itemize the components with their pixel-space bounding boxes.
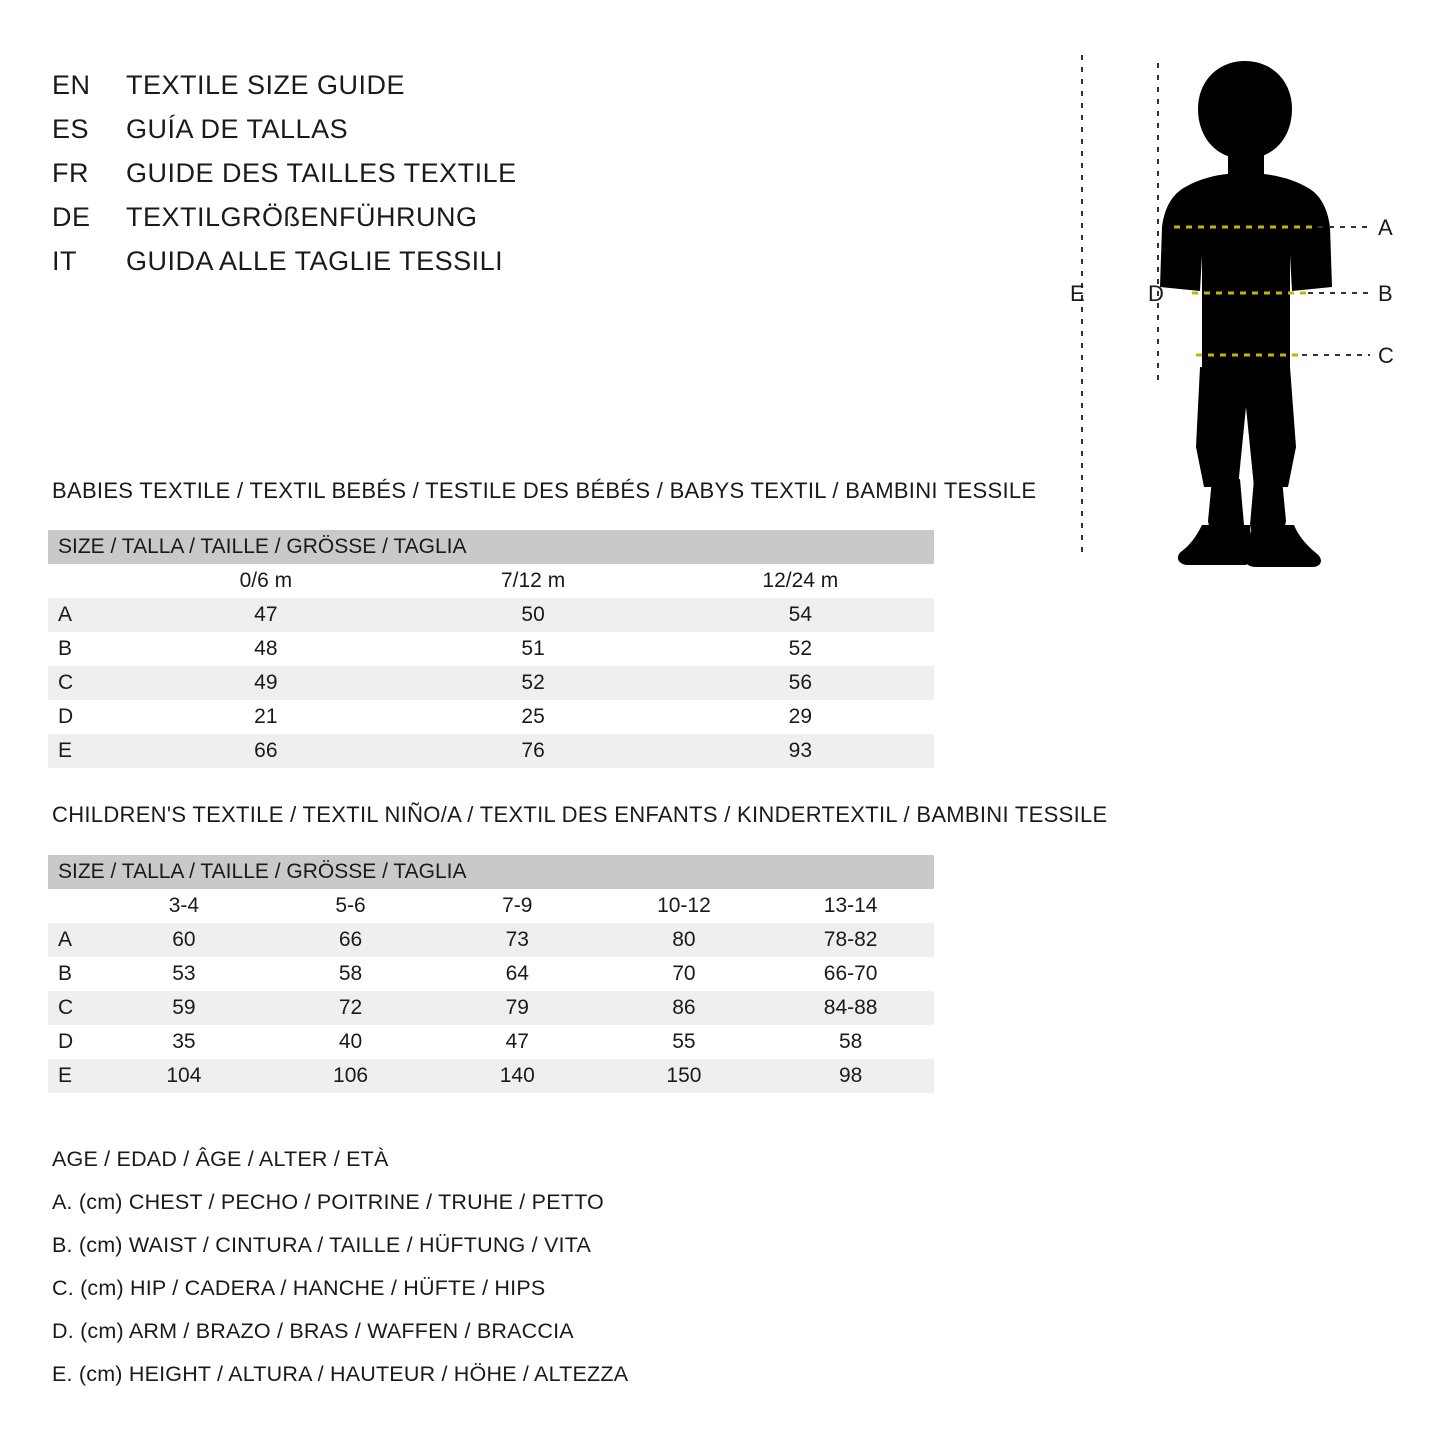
babies-row-label-b: B bbox=[48, 632, 132, 666]
babies-cell-a-1: 50 bbox=[399, 598, 666, 632]
children-col-header-1: 5-6 bbox=[267, 889, 434, 923]
title-text-fr: GUIDE DES TAILLES TEXTILE bbox=[126, 158, 517, 188]
figure-label-c: C bbox=[1378, 343, 1394, 368]
children-cell-a-4: 78-82 bbox=[767, 923, 934, 957]
children-corner-cell bbox=[48, 889, 101, 923]
children-band-row bbox=[48, 855, 934, 889]
children-cell-d-0: 35 bbox=[101, 1025, 268, 1059]
figure-label-a: A bbox=[1378, 215, 1393, 240]
children-band-label: SIZE / TALLA / TAILLE / GRÖSSE / TAGLIA bbox=[48, 855, 934, 889]
title-lang-de: DE bbox=[52, 202, 91, 232]
title-row-es bbox=[52, 114, 752, 158]
figure-label-d: D bbox=[1148, 281, 1164, 306]
title-row-en bbox=[52, 70, 752, 114]
children-cell-c-3: 86 bbox=[601, 991, 768, 1025]
children-col-header-2: 7-9 bbox=[434, 889, 601, 923]
legend-line-waist: B. (cm) WAIST / CINTURA / TAILLE / HÜFTUNG / VITA bbox=[52, 1233, 591, 1257]
children-cell-a-3: 80 bbox=[601, 923, 768, 957]
title-lang-en: EN bbox=[52, 70, 91, 100]
legend-line-chest: A. (cm) CHEST / PECHO / POITRINE / TRUHE / PETTO bbox=[52, 1190, 604, 1214]
table-row bbox=[48, 957, 934, 991]
legend-line-height: E. (cm) HEIGHT / ALTURA / HAUTEUR / HÖHE / ALTEZZA bbox=[52, 1362, 629, 1386]
title-lang-es: ES bbox=[52, 114, 90, 144]
children-cell-d-3: 55 bbox=[601, 1025, 768, 1059]
children-cell-a-2: 73 bbox=[434, 923, 601, 957]
title-row-fr bbox=[52, 158, 752, 202]
title-block bbox=[52, 70, 752, 290]
title-row-de bbox=[52, 202, 752, 246]
title-lang-it: IT bbox=[52, 246, 77, 276]
children-cell-b-1: 58 bbox=[267, 957, 434, 991]
child-silhouette bbox=[1160, 61, 1332, 567]
babies-band-label: SIZE / TALLA / TAILLE / GRÖSSE / TAGLIA bbox=[48, 530, 934, 564]
babies-column-header-row bbox=[48, 564, 934, 598]
children-col-header-4: 13-14 bbox=[767, 889, 934, 923]
children-cell-c-1: 72 bbox=[267, 991, 434, 1025]
figure-label-b: B bbox=[1378, 281, 1393, 306]
table-row bbox=[48, 598, 934, 632]
babies-row-label-c: C bbox=[48, 666, 132, 700]
babies-cell-a-0: 47 bbox=[132, 598, 399, 632]
children-cell-a-1: 66 bbox=[267, 923, 434, 957]
babies-row-label-e: E bbox=[48, 734, 132, 768]
babies-cell-d-2: 29 bbox=[667, 700, 934, 734]
title-text-es: GUÍA DE TALLAS bbox=[126, 114, 349, 144]
babies-band-row bbox=[48, 530, 934, 564]
babies-col-header-1: 7/12 m bbox=[399, 564, 666, 598]
children-size-table bbox=[48, 855, 934, 1093]
children-row-label-a: A bbox=[48, 923, 101, 957]
children-cell-e-4: 98 bbox=[767, 1059, 934, 1093]
babies-col-header-2: 12/24 m bbox=[667, 564, 934, 598]
children-cell-b-0: 53 bbox=[101, 957, 268, 991]
children-cell-a-0: 60 bbox=[101, 923, 268, 957]
children-col-header-3: 10-12 bbox=[601, 889, 768, 923]
children-cell-e-3: 150 bbox=[601, 1059, 768, 1093]
table-row bbox=[48, 923, 934, 957]
legend-line-age: AGE / EDAD / ÂGE / ALTER / ETÀ bbox=[52, 1147, 389, 1171]
babies-cell-d-0: 21 bbox=[132, 700, 399, 734]
children-section-heading: CHILDREN'S TEXTILE / TEXTIL NIÑO/A / TEXTIL DES ENFANTS / KINDERTEXTIL / BAMBINI TESSILE bbox=[52, 802, 1108, 827]
babies-cell-e-1: 76 bbox=[399, 734, 666, 768]
table-row bbox=[48, 632, 934, 666]
legend-block bbox=[52, 1138, 872, 1396]
table-row bbox=[48, 666, 934, 700]
babies-size-table bbox=[48, 530, 934, 768]
children-row-label-c: C bbox=[48, 991, 101, 1025]
babies-cell-c-2: 56 bbox=[667, 666, 934, 700]
children-cell-c-0: 59 bbox=[101, 991, 268, 1025]
babies-cell-e-0: 66 bbox=[132, 734, 399, 768]
title-lang-fr: FR bbox=[52, 158, 89, 188]
babies-cell-d-1: 25 bbox=[399, 700, 666, 734]
children-row-label-e: E bbox=[48, 1059, 101, 1093]
title-row-it bbox=[52, 246, 752, 290]
legend-line-hip: C. (cm) HIP / CADERA / HANCHE / HÜFTE / HIPS bbox=[52, 1276, 546, 1300]
children-cell-c-2: 79 bbox=[434, 991, 601, 1025]
title-text-en: TEXTILE SIZE GUIDE bbox=[126, 70, 406, 100]
babies-corner-cell bbox=[48, 564, 132, 598]
children-cell-c-4: 84-88 bbox=[767, 991, 934, 1025]
children-column-header-row bbox=[48, 889, 934, 923]
children-cell-d-2: 47 bbox=[434, 1025, 601, 1059]
babies-col-header-0: 0/6 m bbox=[132, 564, 399, 598]
children-row-label-d: D bbox=[48, 1025, 101, 1059]
table-row bbox=[48, 700, 934, 734]
babies-cell-b-0: 48 bbox=[132, 632, 399, 666]
figure-label-e: E bbox=[1070, 281, 1085, 306]
children-cell-b-3: 70 bbox=[601, 957, 768, 991]
babies-cell-b-2: 52 bbox=[667, 632, 934, 666]
title-text-de: TEXTILGRÖßENFÜHRUNG bbox=[126, 202, 478, 232]
children-row-label-b: B bbox=[48, 957, 101, 991]
children-cell-e-1: 106 bbox=[267, 1059, 434, 1093]
babies-cell-b-1: 51 bbox=[399, 632, 666, 666]
babies-section-heading: BABIES TEXTILE / TEXTIL BEBÉS / TESTILE DES BÉBÉS / BABYS TEXTIL / BAMBINI TESSILE bbox=[52, 478, 1037, 503]
babies-row-label-d: D bbox=[48, 700, 132, 734]
babies-cell-c-1: 52 bbox=[399, 666, 666, 700]
table-row bbox=[48, 991, 934, 1025]
babies-cell-c-0: 49 bbox=[132, 666, 399, 700]
babies-cell-e-2: 93 bbox=[667, 734, 934, 768]
children-cell-b-2: 64 bbox=[434, 957, 601, 991]
table-row bbox=[48, 1025, 934, 1059]
children-col-header-0: 3-4 bbox=[101, 889, 268, 923]
table-row bbox=[48, 734, 934, 768]
children-cell-d-1: 40 bbox=[267, 1025, 434, 1059]
title-text-it: GUIDA ALLE TAGLIE TESSILI bbox=[126, 246, 504, 276]
babies-row-label-a: A bbox=[48, 598, 132, 632]
children-cell-e-0: 104 bbox=[101, 1059, 268, 1093]
babies-cell-a-2: 54 bbox=[667, 598, 934, 632]
table-row bbox=[48, 1059, 934, 1093]
children-cell-b-4: 66-70 bbox=[767, 957, 934, 991]
children-cell-d-4: 58 bbox=[767, 1025, 934, 1059]
measurement-figure bbox=[1040, 55, 1420, 575]
legend-line-arm: D. (cm) ARM / BRAZO / BRAS / WAFFEN / BRACCIA bbox=[52, 1319, 574, 1343]
children-cell-e-2: 140 bbox=[434, 1059, 601, 1093]
